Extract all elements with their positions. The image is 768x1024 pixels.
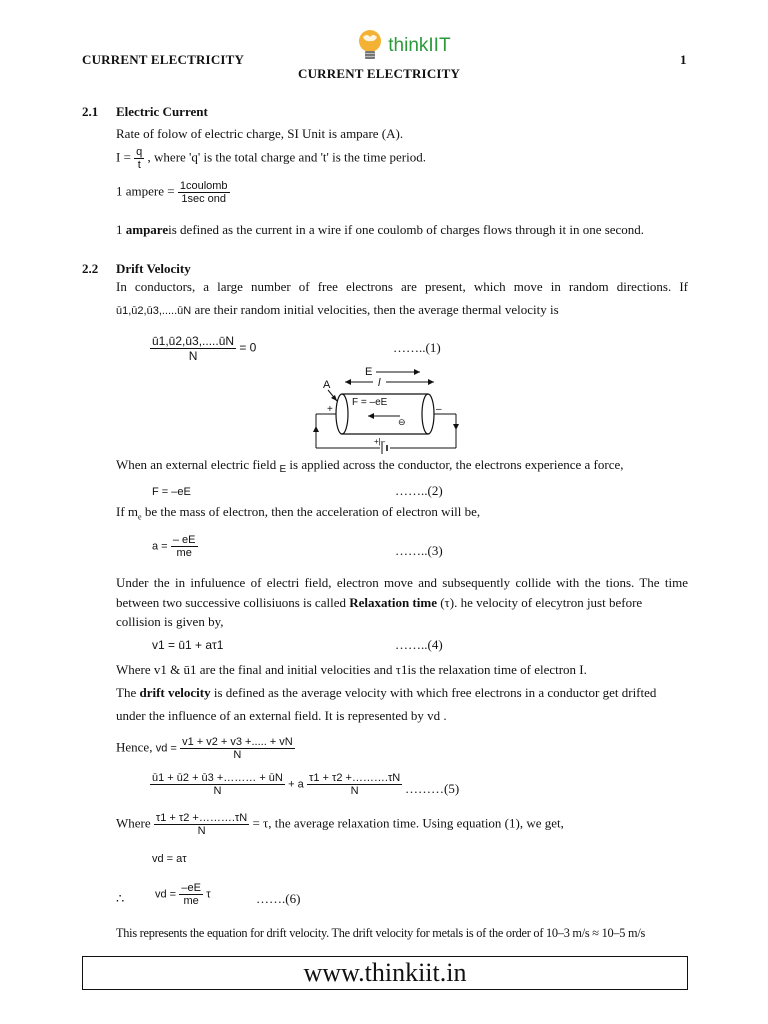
lightbulb-icon bbox=[355, 28, 385, 64]
fraction bbox=[134, 146, 144, 171]
text: = τ, the average relaxation time. Using equation (1), we get, bbox=[252, 815, 564, 831]
equation-number: ……..(3) bbox=[395, 543, 443, 558]
text: When an external electric field bbox=[116, 457, 277, 472]
text-line bbox=[116, 595, 642, 611]
fig-plus: + bbox=[327, 404, 333, 415]
fraction bbox=[150, 772, 285, 797]
equation-number: ………(5) bbox=[405, 781, 460, 796]
text: Where bbox=[116, 815, 151, 831]
equation-vd-simple: vd = aτ bbox=[152, 853, 187, 865]
math-vars: ū1,ū2,ū3,.....ūN bbox=[116, 305, 192, 317]
equation-number: ……..(1) bbox=[393, 340, 441, 355]
text-line bbox=[116, 504, 480, 522]
equation-6 bbox=[155, 882, 211, 907]
text-line bbox=[116, 457, 624, 473]
equation-4: v1 = ū1 + aτ1 bbox=[152, 638, 224, 652]
fig-battery: +|– bbox=[374, 437, 386, 446]
fraction bbox=[178, 180, 230, 205]
definition-line bbox=[116, 222, 644, 238]
equation-tau bbox=[116, 812, 564, 837]
section-title: Drift Velocity bbox=[116, 261, 191, 276]
equation-number: ……..(4) bbox=[395, 637, 443, 652]
text-line: Where v1 & ū1 are the final and initial velocities and τ1is the relaxation time of electron I. bbox=[116, 662, 587, 677]
equation-vd bbox=[116, 736, 295, 761]
thinkiit-logo bbox=[355, 28, 451, 64]
text-line: Rate of folow of electric charge, SI Unit is ampare (A). bbox=[116, 126, 404, 141]
eq-lhs: 1 ampere = bbox=[116, 183, 175, 199]
equation-3 bbox=[152, 534, 198, 559]
bold-term: ampare bbox=[125, 222, 169, 237]
eq-lhs: a = bbox=[152, 540, 168, 553]
section-number: 2.2 bbox=[82, 261, 99, 276]
fraction bbox=[307, 772, 402, 797]
numerator: v1 + v2 + v3 +..... + vN bbox=[182, 736, 293, 748]
conductor-diagram bbox=[310, 364, 470, 454]
fig-label-E: E bbox=[365, 366, 373, 378]
equation-current bbox=[116, 146, 426, 171]
numerator: τ1 + τ2 +……….τN bbox=[155, 812, 248, 824]
text-line: collision is given by, bbox=[116, 614, 224, 629]
math-var: E bbox=[279, 464, 287, 475]
fraction bbox=[150, 334, 236, 363]
text: are their random initial velocities, then the average thermal velocity is bbox=[194, 302, 559, 317]
fig-electron: ⊖ bbox=[398, 417, 406, 427]
fig-label-l: l bbox=[378, 377, 381, 389]
equation-ampere bbox=[116, 180, 230, 205]
text: 1 bbox=[116, 222, 126, 237]
running-header: CURRENT ELECTRICITY bbox=[82, 52, 245, 67]
text: between two successive collisiuons is called bbox=[116, 595, 350, 610]
equation-5 bbox=[150, 772, 402, 797]
denominator: t bbox=[137, 159, 141, 171]
page-title: CURRENT ELECTRICITY bbox=[298, 66, 461, 81]
text-line bbox=[116, 302, 559, 318]
denominator: me bbox=[183, 895, 199, 907]
fraction bbox=[171, 534, 198, 559]
fraction bbox=[180, 736, 295, 761]
text-line bbox=[116, 685, 656, 701]
numerator: 1coulomb bbox=[179, 180, 228, 192]
therefore-symbol: ∴ bbox=[116, 891, 125, 906]
fig-force: F = –eE bbox=[352, 397, 388, 408]
page-number: 1 bbox=[680, 52, 687, 67]
text: (τ). he velocity of elecytron just before bbox=[436, 595, 643, 610]
subscript: e bbox=[138, 512, 142, 522]
numerator: ū1,ū2,ū3,.....ūN bbox=[152, 334, 235, 348]
text: is defined as the average velocity with which free electrons in a conductor get drifted bbox=[210, 685, 657, 700]
section-number: 2.1 bbox=[82, 104, 99, 119]
eq-rhs: = 0 bbox=[239, 340, 257, 355]
equation-number: ……..(2) bbox=[395, 483, 443, 498]
paragraph: In conductors, a large number of free electrons are present, which move in random directions. If bbox=[116, 279, 688, 294]
equation-number: …….(6) bbox=[256, 891, 301, 906]
text: is applied across the conductor, the electrons experience a force, bbox=[289, 457, 624, 472]
eq-text: , where 'q' is the total charge and 't' is the time period. bbox=[147, 149, 426, 165]
eq-lhs: vd = bbox=[155, 742, 177, 755]
eq-tau: τ bbox=[206, 888, 211, 901]
bold-term: drift velocity bbox=[139, 685, 211, 700]
denominator: N bbox=[233, 749, 242, 761]
bold-term: Relaxation time bbox=[349, 595, 437, 610]
eq-op: + a bbox=[288, 778, 304, 791]
section-title: Electric Current bbox=[116, 104, 208, 119]
footer-box bbox=[82, 956, 688, 990]
text: be the mass of electron, then the acceleration of electron will be, bbox=[141, 504, 481, 519]
footer-url[interactable]: www.thinkiit.in bbox=[303, 958, 467, 987]
numerator: q bbox=[136, 146, 143, 158]
denominator: N bbox=[213, 785, 222, 797]
text: Hence, bbox=[116, 739, 153, 755]
fraction bbox=[154, 812, 249, 837]
eq-lhs: I = bbox=[116, 149, 131, 165]
numerator: –eE bbox=[181, 882, 201, 894]
denominator: N bbox=[197, 825, 206, 837]
equation-2: F = –eE bbox=[152, 486, 191, 498]
fraction bbox=[179, 882, 203, 907]
denominator: me bbox=[176, 547, 192, 559]
paragraph: Under the in infuluence of electri field, electron move and subsequently collide with the tions. The time bbox=[116, 575, 688, 590]
logo-text: thinkIIT bbox=[388, 35, 451, 56]
text: is defined as the current in a wire if one coulomb of charges flows through it in one second. bbox=[168, 222, 645, 237]
eq-lhs: vd = bbox=[155, 888, 177, 901]
fig-minus: – bbox=[436, 404, 442, 415]
denominator: 1sec ond bbox=[181, 193, 227, 205]
text-line: This represents the equation for drift velocity. The drift velocity for metals is of the order of 10–3 m/s ≈ 10–5 m/s bbox=[116, 926, 646, 940]
text-line: under the influence of an external field. It is represented by vd . bbox=[116, 708, 447, 723]
numerator: – eE bbox=[172, 534, 196, 546]
text: The bbox=[116, 685, 140, 700]
equation-1 bbox=[150, 334, 256, 363]
numerator: τ1 + τ2 +……….τN bbox=[308, 772, 401, 784]
fig-label-A: A bbox=[323, 379, 331, 391]
text: If m bbox=[116, 504, 139, 519]
numerator: ū1 + ū2 + ū3 +……… + ūN bbox=[152, 772, 283, 784]
denominator: N bbox=[188, 349, 198, 363]
denominator: N bbox=[350, 785, 359, 797]
